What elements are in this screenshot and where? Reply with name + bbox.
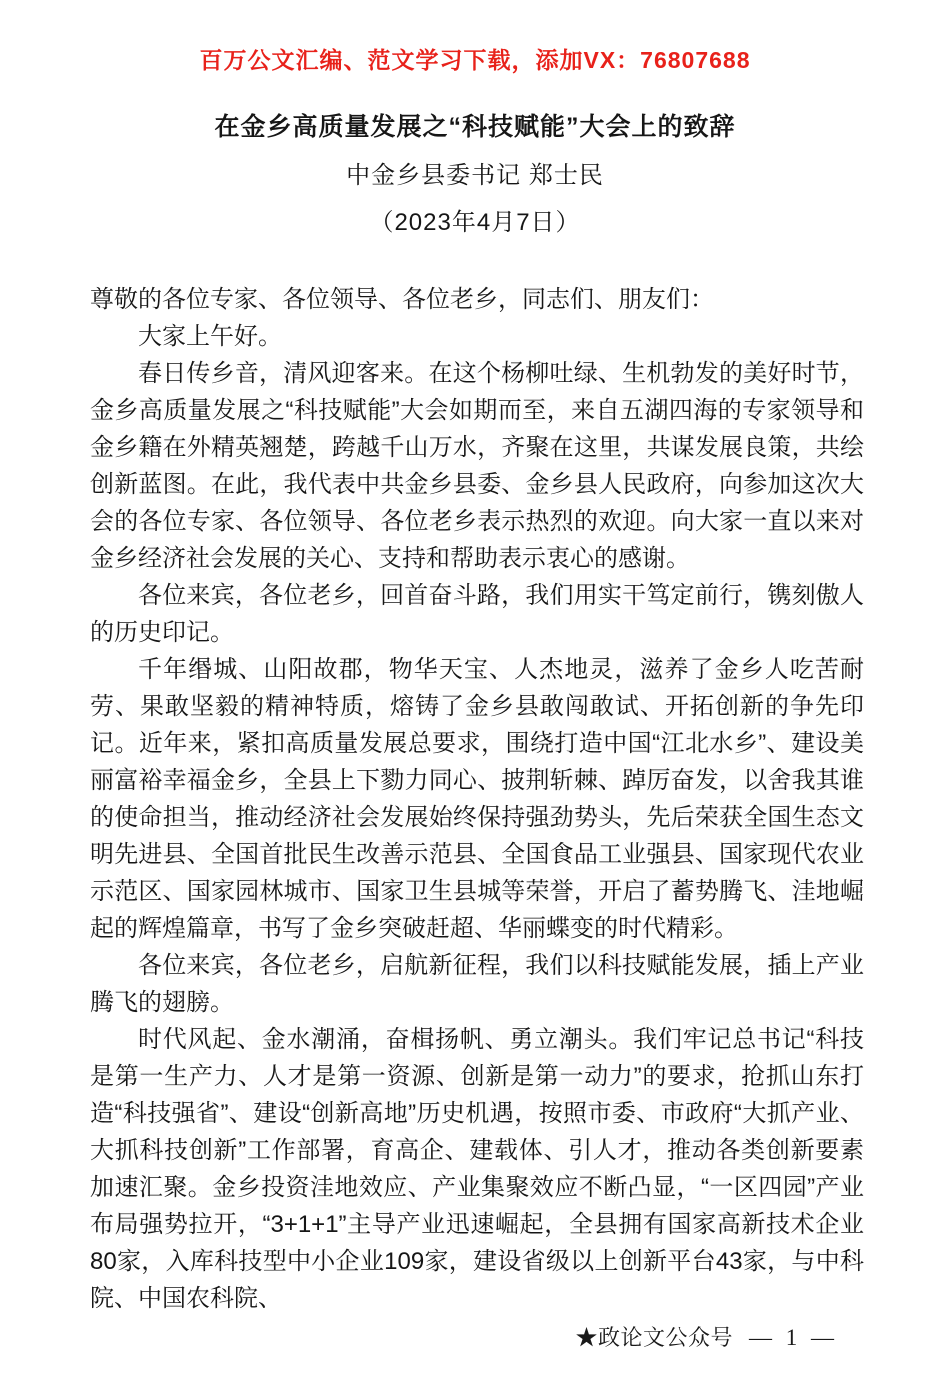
page-footer bbox=[575, 1321, 838, 1352]
paragraph: 各位来宾，各位老乡，启航新征程，我们以科技赋能发展，插上产业腾飞的翅膀。 bbox=[90, 952, 864, 1016]
paragraph: 大家上午好。 bbox=[138, 323, 282, 350]
paragraph: 各位来宾，各位老乡，回首奋斗路，我们用实干笃定前行，镌刻傲人的历史印记。 bbox=[90, 582, 864, 646]
document-page bbox=[0, 42, 950, 1386]
document-title: 在金乡高质量发展之“科技赋能”大会上的致辞 bbox=[214, 113, 736, 141]
page-number: — 1 — bbox=[749, 1325, 838, 1350]
paragraph: 时代风起、金水潮涌，奋楫扬帆、勇立潮头。我们牢记总书记“科技是第一生产力、人才是第一资源、创新是第一动力”的要求，抢抓山东打造“科技强省”、建设“创新高地”历史机遇，按照市委、市政府“大抓产业、大抓科技创新”工作部署，育高企、建载体、引人才，推动各类创新要素加速汇聚。金乡投资洼地效应、产业集聚效应不断凸显，“一区四园”产业布局强势拉开，“3+1+1”主导产业迅速崛起，全县拥有国家高新技术企业80家，入库科技型中小企业109家，建设省级以上创新平台43家，与中科院、中国农科院、 bbox=[90, 1026, 864, 1312]
document-author: 中金乡县委书记 郑士民 bbox=[346, 162, 604, 189]
paragraph: 千年缗城、山阳故郡，物华天宝、人杰地灵，滋养了金乡人吃苦耐劳、果敢坚毅的精神特质，熔铸了金乡县敢闯敢试、开拓创新的争先印记。近年来，紧扣高质量发展总要求，围绕打造中国“江北水乡”、建设美丽富裕幸福金乡，全县上下勠力同心、披荆斩棘、踔厉奋发，以舍我其谁的使命担当，推动经济社会发展始终保持强劲势头，先后荣获全国生态文明先进县、全国首批民生改善示范县、全国食品工业强县、国家现代农业示范区、国家园林城市、国家卫生县城等荣誉，开启了蓄势腾飞、洼地崛起的辉煌篇章，书写了金乡突破赶超、华丽蝶变的时代精彩。 bbox=[90, 656, 864, 942]
promo-banner: 百万公文汇编、范文学习下载，添加VX：76807688 bbox=[199, 47, 751, 73]
footer-watermark: ★政论文公众号 bbox=[575, 1325, 733, 1350]
paragraph-greeting: 尊敬的各位专家、各位领导、各位老乡，同志们、朋友们： bbox=[90, 286, 714, 313]
document-body bbox=[90, 281, 864, 1317]
document-date: （2023年4月7日） bbox=[369, 209, 581, 236]
paragraph: 春日传乡音，清风迎客来。在这个杨柳吐绿、生机勃发的美好时节，金乡高质量发展之“科技赋能”大会如期而至，来自五湖四海的专家领导和金乡籍在外精英翘楚，跨越千山万水，齐聚在这里，共谋发展良策，共绘创新蓝图。在此，我代表中共金乡县委、金乡县人民政府，向参加这次大会的各位专家、各位领导、各位老乡表示热烈的欢迎。向大家一直以来对金乡经济社会发展的关心、支持和帮助表示衷心的感谢。 bbox=[90, 360, 864, 572]
